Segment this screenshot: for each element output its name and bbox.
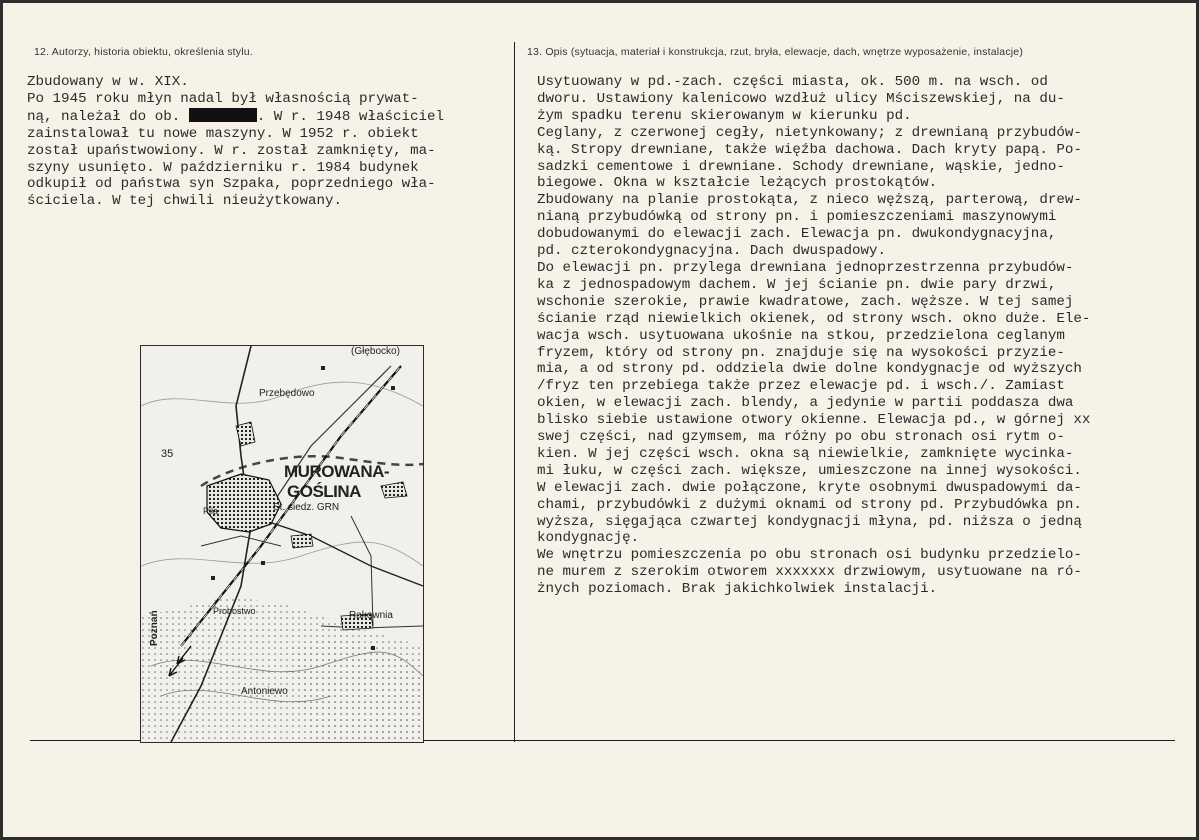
description-line: dobudowanymi do elewacji zach. Elewacja pn. dwukondygnacyjna, bbox=[537, 226, 1057, 243]
history-line: odkupił od państwa syn Szpaka, poprzedniego wła- bbox=[27, 176, 436, 193]
description-line: pd. czterokondygnacyjna. Dach dwuspadowy. bbox=[537, 243, 887, 260]
description-line: biegowe. Okna w kształcie leżących prostokątów. bbox=[537, 175, 938, 192]
description-line: żnych poziomach. Brak jakichkolwiek instalacji. bbox=[537, 581, 938, 598]
description-line: fryzem, który od strony pn. znajduje się na wysokości przyzie- bbox=[537, 344, 1065, 361]
description-line: dworu. Ustawiony kalenicowo wzdłuż ulicy Mściszewskiej, na du- bbox=[537, 90, 1065, 107]
history-line: szyny usunięto. W październiku r. 1984 budynek bbox=[27, 159, 419, 176]
description-line: sadzki cementowe i drewniane. Schody drewniane, wąskie, jedno- bbox=[537, 158, 1065, 175]
description-line: Zbudowany na planie prostokąta, z nieco węższą, parterową, drew- bbox=[537, 192, 1082, 209]
map-label-pila: Piła bbox=[203, 506, 219, 516]
map-label-town-line2: GOŚLINA bbox=[287, 482, 361, 501]
description-line: wyższa, sięgająca czwartej kondygnacji młyna, pd. niższa o jedną bbox=[537, 513, 1082, 530]
history-line: ściciela. W tej chwili nieużytkowany. bbox=[27, 193, 343, 210]
map-drawing bbox=[141, 346, 423, 742]
map-label-seat: St. siedz. GRN bbox=[273, 502, 340, 513]
history-text bbox=[27, 74, 444, 210]
description-line: chami, przybudówki z dużymi oknami od strony pd. Przybudówka pn. bbox=[537, 496, 1082, 513]
description-line: Do elewacji pn. przylega drewniana jednoprzestrzenna przybudów- bbox=[537, 259, 1074, 276]
section-12-heading: 12. Autorzy, historia obiektu, określenia stylu. bbox=[34, 46, 253, 58]
description-line: mia, a od strony pd. oddziela dwie dolne kondygnacje od wyższych bbox=[537, 361, 1082, 378]
description-line: ścianie rząd niewielkich okienek, od strony wsch. okno duże. Ele- bbox=[537, 310, 1091, 327]
history-line: . W r. 1948 właściciel bbox=[256, 108, 445, 125]
description-line: swej części, nad gzymsem, ma różny po obu stronach osi rytm o- bbox=[537, 429, 1065, 446]
description-line: wschonie szerokie, prawie kwadratowe, zach. węższe. W tej samej bbox=[537, 293, 1074, 310]
history-line: zainstalował tu nowe maszyny. W 1952 r. obiekt bbox=[27, 125, 419, 142]
location-map bbox=[140, 345, 424, 743]
history-line: ną, należał do ob. bbox=[27, 108, 189, 125]
description-line: W elewacji zach. dwie połączone, kryte osobnymi dwuspadowymi da- bbox=[537, 479, 1082, 496]
map-label-poznan: Poznań bbox=[149, 610, 160, 646]
redaction-block bbox=[189, 108, 257, 122]
map-label-glebocko: (Głębocko) bbox=[351, 346, 400, 357]
column-divider bbox=[514, 42, 515, 742]
description-line: blisko siebie ustawione otwory okienne. Elewacja pd., w górnej xx bbox=[537, 412, 1091, 429]
map-label-przebedowo: Przebędowo bbox=[259, 388, 315, 399]
description-line: /fryz ten przebiega także przez elewacje pd. i wsch./. Zamiast bbox=[537, 378, 1065, 395]
description-line: wacja wsch. usytuowana ukośnie na stkou, przedzielona ceglanym bbox=[537, 327, 1065, 344]
history-line: został upaństwowiony. W r. został zamknięty, ma- bbox=[27, 142, 436, 159]
description-text bbox=[537, 74, 1090, 598]
map-label-rakownia: Rakownia bbox=[349, 610, 393, 621]
map-label-probostwo: Probostwo bbox=[213, 606, 256, 616]
description-line: ne murem z szerokim otworem xxxxxxx drzwiowym, usytuowane na ró- bbox=[537, 564, 1082, 581]
map-label-antoniewo: Antoniewo bbox=[241, 686, 288, 697]
description-line: ka z jednospadowym dachem. W jej ścianie pn. dwie pary drzwi, bbox=[537, 276, 1057, 293]
description-line: ką. Stropy drewniane, także więźba dachowa. Dach kryty papą. Po- bbox=[537, 141, 1082, 158]
description-line: Usytuowany w pd.-zach. części miasta, ok. 500 m. na wsch. od bbox=[537, 74, 1048, 90]
description-line: nianą przybudówką od strony pn. i pomieszczeniami maszynowymi bbox=[537, 209, 1057, 226]
description-line: mi łuku, w części zach. większe, umieszczone na innej wysokości. bbox=[537, 462, 1082, 479]
description-line: żym spadku terenu skierowanym w kierunku pd. bbox=[537, 107, 912, 124]
section-13-heading: 13. Opis (sytuacja, materiał i konstrukcja, rzut, bryła, elewacje, dach, wnętrze wyposażenie, instalacje) bbox=[527, 46, 1024, 58]
history-line: Po 1945 roku młyn nadal był własnością prywat- bbox=[27, 90, 419, 107]
description-line: We wnętrzu pomieszczenia po obu stronach osi budynku przedzielo- bbox=[537, 547, 1082, 564]
map-label-town-line1: MUROWANA- bbox=[284, 462, 390, 481]
map-grid-number: 35 bbox=[161, 448, 174, 460]
description-line: kien. W jej części wsch. okna są niewielkie, zamknięte wycinka- bbox=[537, 445, 1074, 462]
description-line: kondygnację. bbox=[537, 530, 640, 547]
description-line: Ceglany, z czerwonej cegły, nietynkowany; z drewnianą przybudów- bbox=[537, 124, 1082, 141]
description-line: okien, w elewacji zach. blendy, a jedynie w partii poddasza dwa bbox=[537, 395, 1074, 412]
history-line: Zbudowany w w. XIX. bbox=[27, 74, 189, 90]
